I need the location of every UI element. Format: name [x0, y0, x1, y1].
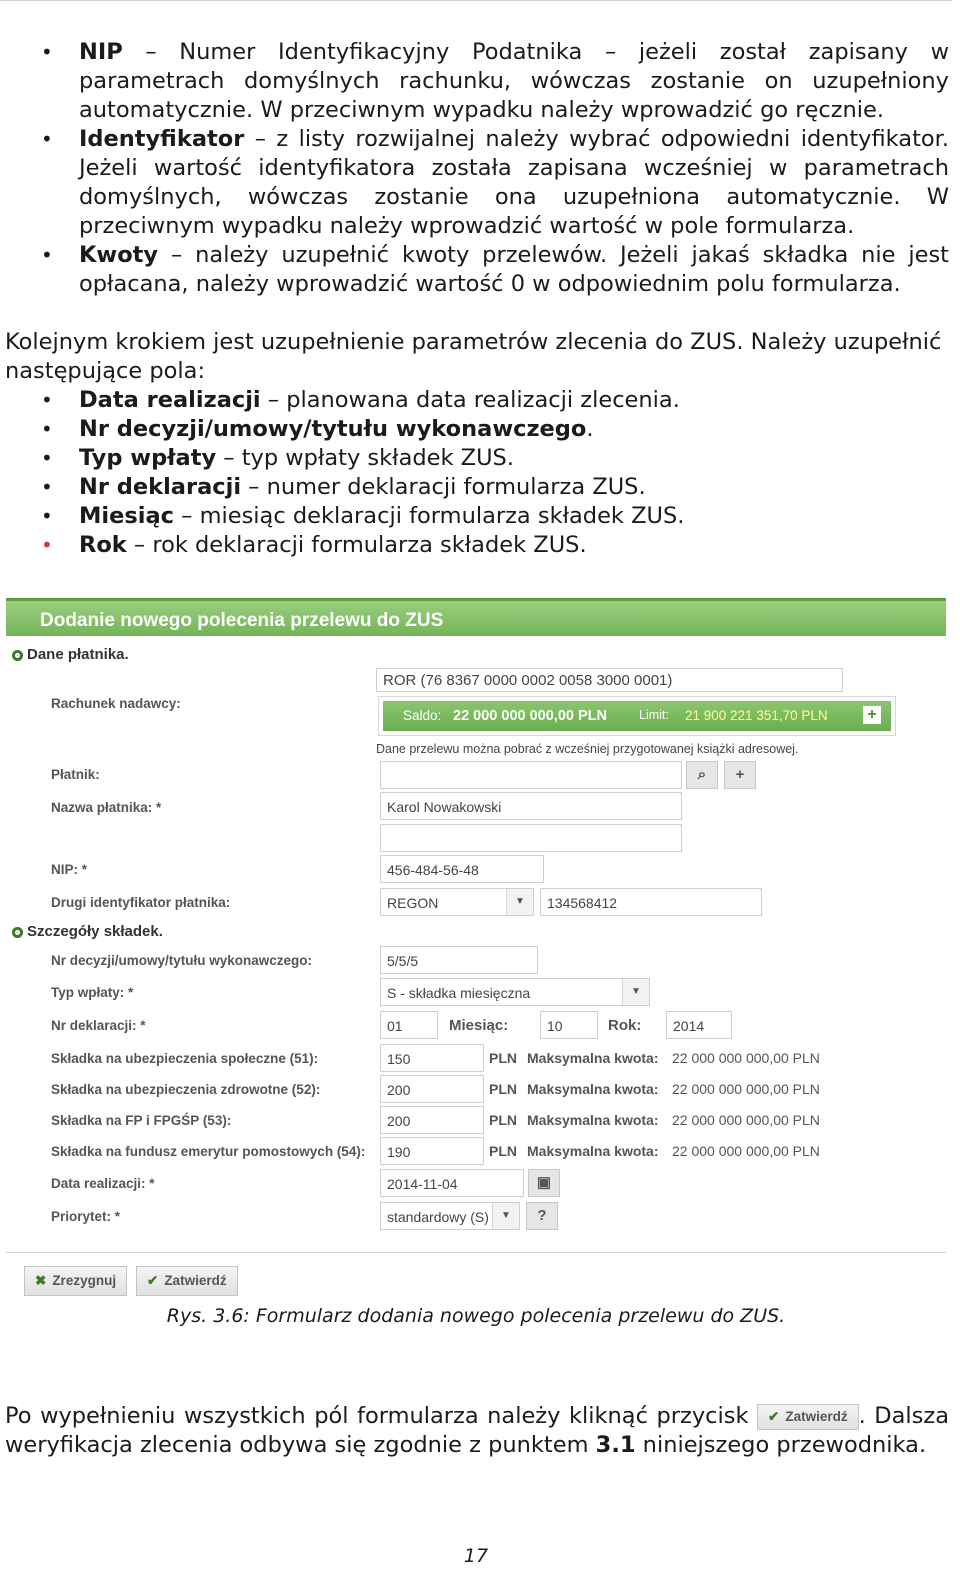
payer-label: Płatnik:: [51, 767, 100, 782]
list-item-identyfikator: • Identyfikator – z listy rozwijalnej należy wybrać odpowiedni identyfikator. Jeżeli wartość identyfikatora została zapisana wcześniej w parametrach domyślnych, wówczas zostanie ona uzupełniona automatycznie. W przeciwnym wypadku należy wprowadzić wartość w pole formularza.: [5, 125, 949, 241]
chevron-down-icon: ▼: [622, 979, 649, 1005]
health-label: Składka na ubezpieczenia zdrowotne (52):: [51, 1082, 321, 1097]
list-item-miesiac: • Miesiąc – miesiąc deklaracji formularza składek ZUS.: [5, 502, 949, 531]
add-payer-icon[interactable]: +: [724, 761, 756, 789]
exec-date-label: Data realizacji: *: [51, 1176, 155, 1191]
max-amount-value: 22 000 000 000,00 PLN: [672, 1050, 820, 1066]
fp-amount-input[interactable]: 200: [380, 1106, 484, 1134]
chevron-down-icon: ▼: [492, 1203, 519, 1229]
paragraph-next-step: [5, 328, 949, 560]
social-label: Składka na ubezpieczenia społeczne (51):: [51, 1051, 319, 1066]
list-item-nr-deklaracji: • Nr deklaracji – numer deklaracji formularza ZUS.: [5, 473, 949, 502]
zus-transfer-form: [6, 598, 946, 1288]
check-icon: ✔: [147, 1273, 159, 1288]
payer-name-line2-input[interactable]: [380, 824, 682, 852]
health-amount-input[interactable]: 200: [380, 1075, 484, 1103]
form-separator: [6, 1252, 946, 1253]
social-amount-input[interactable]: 150: [380, 1044, 484, 1072]
payer-name-input[interactable]: Karol Nowakowski: [380, 792, 682, 820]
max-amount-value: 22 000 000 000,00 PLN: [672, 1112, 820, 1128]
saldo-panel: [378, 696, 896, 736]
page-number: 17: [463, 1545, 489, 1567]
saldo-label: Saldo:: [403, 708, 442, 723]
saldo-value: 22 000 000 000,00 PLN: [453, 708, 607, 724]
decision-no-label: Nr decyzji/umowy/tytułu wykonawczego:: [51, 953, 313, 968]
payer-name-label: Nazwa płatnika: *: [51, 800, 162, 815]
account-label: Rachunek nadawcy:: [51, 696, 181, 711]
saldo-bar: [383, 701, 891, 731]
list-item-data-realizacji: • Data realizacji – planowana data realizacji zlecenia.: [5, 386, 949, 415]
expand-icon: [12, 650, 23, 661]
payment-type-label: Typ wpłaty: *: [51, 985, 134, 1000]
section-contributions[interactable]: Szczegóły składek.: [12, 923, 163, 940]
bridge-amount-input[interactable]: 190: [380, 1137, 484, 1165]
month-label: Miesiąc:: [449, 1017, 509, 1034]
confirm-button[interactable]: ✔ Zatwierdź: [136, 1266, 238, 1296]
form-header: [6, 598, 946, 636]
currency-label: PLN: [489, 1143, 517, 1159]
account-select[interactable]: ROR (76 8367 0000 0002 0058 3000 0001): [376, 668, 843, 692]
address-book-hint: Dane przelewu można pobrać z wcześniej przygotowanej książki adresowej.: [376, 742, 799, 756]
list-item-nip: • NIP – Numer Identyfikacyjny Podatnika – jeżeli został zapisany w parametrach domyślnych rachunku, wówczas zostanie on uzupełniony automatycznie. W przeciwnym wypadku należy wprowadzić go ręcznie.: [5, 38, 949, 125]
list-item-rok: • Rok – rok deklaracji formularza składek ZUS.: [5, 531, 949, 560]
list-item-kwoty: • Kwoty – należy uzupełnić kwoty przelewów. Jeżeli jakaś składka nie jest opłacana, należy wprowadzić wartość 0 w odpowiednim polu formularza.: [5, 241, 949, 299]
bullet-list-fields: [5, 38, 949, 299]
payer-input[interactable]: [380, 761, 682, 789]
max-amount-value: 22 000 000 000,00 PLN: [672, 1081, 820, 1097]
max-amount-label: Maksymalna kwota:: [527, 1143, 659, 1159]
check-icon: ✔: [768, 1409, 780, 1424]
form-title: Dodanie nowego polecenia przelewu do ZUS: [40, 610, 444, 631]
priority-select[interactable]: standardowy (S) ▼: [380, 1202, 520, 1230]
close-icon: ✖: [35, 1273, 47, 1288]
year-input[interactable]: 2014: [666, 1011, 732, 1039]
nip-label: NIP: *: [51, 862, 88, 877]
limit-label: Limit:: [639, 708, 669, 722]
second-id-input[interactable]: 134568412: [540, 888, 762, 916]
currency-label: PLN: [489, 1050, 517, 1066]
search-icon[interactable]: ⌕: [686, 761, 718, 789]
chevron-down-icon: ▼: [506, 889, 533, 915]
declaration-no-input[interactable]: 01: [380, 1011, 438, 1039]
currency-label: PLN: [489, 1112, 517, 1128]
exec-date-input[interactable]: 2014-11-04: [380, 1169, 524, 1197]
section-payer-data[interactable]: Dane płatnika.: [12, 646, 129, 663]
list-item-typ-wplaty: • Typ wpłaty – typ wpłaty składek ZUS.: [5, 444, 949, 473]
decision-no-input[interactable]: 5/5/5: [380, 946, 538, 974]
nip-input[interactable]: 456-484-56-48: [380, 855, 544, 883]
fp-label: Składka na FP i FPGŚP (53):: [51, 1113, 232, 1128]
top-rule: [0, 0, 952, 1]
cancel-button[interactable]: ✖ Zrezygnuj: [24, 1266, 127, 1296]
second-id-label: Drugi identyfikator płatnika:: [51, 895, 231, 910]
currency-label: PLN: [489, 1081, 517, 1097]
plus-icon[interactable]: +: [863, 706, 881, 724]
figure-caption: Rys. 3.6: Formularz dodania nowego polecenia przelewu do ZUS.: [166, 1305, 786, 1327]
inline-confirm-button: ✔ Zatwierdź: [757, 1404, 859, 1430]
max-amount-label: Maksymalna kwota:: [527, 1081, 659, 1097]
declaration-no-label: Nr deklaracji: *: [51, 1018, 146, 1033]
year-label: Rok:: [608, 1017, 642, 1034]
para1-text: Kolejnym krokiem jest uzupełnienie parametrów zlecenia do ZUS. Należy uzupełnić następujące pola:: [5, 329, 942, 384]
list-item-nr-decyzji: • Nr decyzji/umowy/tytułu wykonawczego.: [5, 415, 949, 444]
second-id-type-select[interactable]: REGON ▼: [380, 888, 534, 916]
max-amount-value: 22 000 000 000,00 PLN: [672, 1143, 820, 1159]
max-amount-label: Maksymalna kwota:: [527, 1112, 659, 1128]
month-input[interactable]: 10: [540, 1011, 598, 1039]
calendar-icon[interactable]: ▣: [528, 1169, 560, 1197]
bridge-label: Składka na fundusz emerytur pomostowych (54):: [51, 1144, 366, 1159]
help-icon[interactable]: ?: [526, 1202, 558, 1230]
priority-label: Priorytet: *: [51, 1209, 121, 1224]
limit-value: 21 900 221 351,70 PLN: [685, 708, 828, 723]
expand-icon: [12, 927, 23, 938]
paragraph-final: Po wypełnieniu wszystkich pól formularza należy kliknąć przycisk ✔ Zatwierdź . Dalsza weryfikacja zlecenia odbywa się zgodnie z punktem 3.1 niniejszego przewodnika.: [5, 1403, 949, 1458]
payment-type-select[interactable]: S - składka miesięczna ▼: [380, 978, 650, 1006]
max-amount-label: Maksymalna kwota:: [527, 1050, 659, 1066]
